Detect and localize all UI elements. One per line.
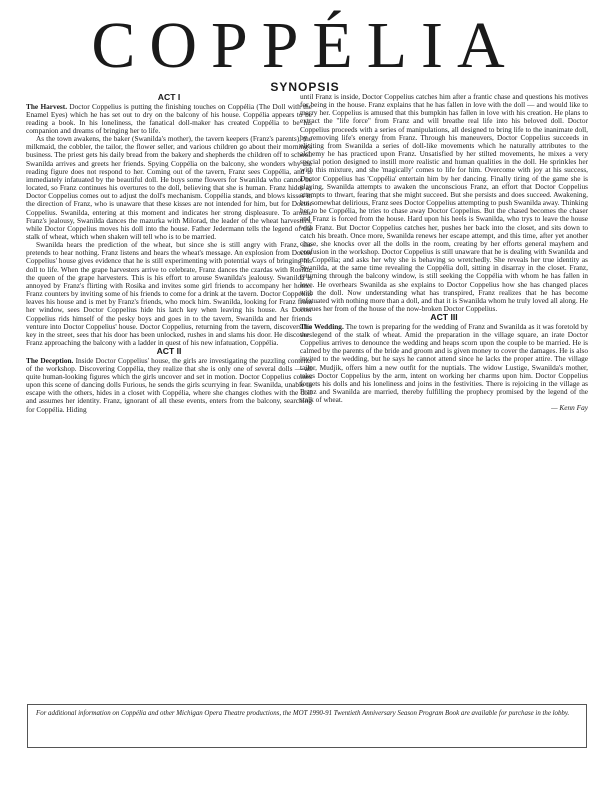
act-3-heading: ACT III (430, 312, 458, 323)
act-2-text-1a: Inside Doctor Coppelius' house, the girls are investigating the puzzling contents of the workshop. Discovering Coppélia, they realize that she is only one of several dolls — all quite human-looking figures which the girls uncover and set in motion. Doctor Coppelius comes upon this scene of dancing dolls Furious, he sends the girls scurrying in fear. Swanilda, unable to escape with the others, hides in a closet with Coppélia, where she changes clothes with the doll and assumes her identity. Franz, ignorant of all these events, enters from the balcony, searching for Coppélia. Hiding (26, 355, 312, 414)
act-3-text-1: The town is preparing for the wedding of Franz and Swanilda as it was foretold by the legend of the stalk of wheat. Amid the preparation in the village square, an irate Doctor Coppelius arrives to denounce the wedding and heaps scorn upon the couple to be married. He is calmed by the parents of the bride and groom and is given money to cover the damages. He is also invited to the wedding, but he says he cannot attend since he lacks the proper attire. The village tailor, Mudjik, offers him a new outfit for the nuptials. The widow Lustige, Swanilda's mother, takes Doctor Coppelius by the arm, intent on working her charms upon him. Doctor Coppelius forgets his dolls and his loneliness and joins in the festivities. There is rejoicing in the village as Franz and Swanilda are married, thereby fulfilling the prophecy promised by the legend of the stalk of wheat. (300, 321, 588, 405)
act-2-paragraph-1 (26, 357, 312, 414)
act-1-paragraph-2: As the town awakens, the baker (Swanilda's mother), the tavern keepers (Franz's parents), the milkmaid, the cobbler, the tailor, the flower seller, and various children go about their morning's business. The priest gets his daily bread from the bakery and shepherds the children off to school. Swanilda arrives and greets her friends. Spying Coppélia on the balcony, she wonders why the reading figure does not respond to her. Coming out of the tavern, Franz sees Coppélia, and is immediately infatuated by the beautiful doll. He buys some flowers for Swanilda who cannot be located, so Franz continues his overtures to the doll, believing that she is human. Franz hides as Doctor Coppelius comes out to adjust the doll's mechanism. Coppélia stands, and blows kisses in the direction of Franz, who is unaware that these kisses are not intended for him, but for Doctor Coppelius. Swanilda, entering at this moment and indicates her strong displeasure. To arouse Franz's jealousy, Swanilda dances the mazurka with Milorad, the leader of the wheat harvesters, while Doctor Coppelius moves his doll into the house. Father Jedermann tells the legend of the stalk of wheat, which when shaken will tell who is to be married. (26, 134, 312, 241)
synopsis-heading: SYNOPSIS (270, 80, 340, 94)
act-2-paragraph-1-continued: until Franz is inside, Doctor Coppelius catches him after a frantic chase and questions his motives for being in the house. Franz explains that he has fallen in love with the doll — and would like to marry her. Coppelius is amused that this bumpkin has fallen in love with his creation. He plans to extract the "life force" from Franz and will breathe real life into his beloved doll. Doctor Coppelius proceeds with a series of manipulations, all designed to bring life to the inanimate doll, by removing life's energy from Franz. Through his maneuvers, Doctor Coppelius succeeds in eliciting from Swanilda a series of doll-like movements which he naturally attributes to the alchemy he has practiced upon Franz. Unsatisfied by her stilted movements, he mixes a very special potion designed to instill more realistic and human qualities in the doll. He sprinkles her with this mixture, and she 'magically' comes to life for him. Overcome with joy at his success, Doctor Coppelius has 'Coppélia' entertain him by her dancing. Finally tiring of the game she is playing, Swanilda attempts to awaken the unconscious Franz, an effort that Doctor Coppelius attempts to thwart, fearing that she might succeed. But she persists and does succeed. Awakening, but somewhat delirious, Franz sees Doctor Coppelius attempting to push Swanilda away. Thinking her to be Coppélia, he tries to chase away Doctor Coppelius. But the chased becomes the chaser and Franz is forced from the house. Hard upon his heels is Swanilda, who trys to leave the house with Franz. But Doctor Coppelius catches her, pushes her back into the closet, and sits down to catch his breath. Once more, Swanilda renews her escape attempt, and this time, after yet another chase, she knocks over all the dolls in the room, creating by her efforts general mayhem and confusion in the workshop. Doctor Coppelius is still unaware that he is dealing with Swanilda and not Coppélia; and asks her why she is behaving so wretchedly. She reveals her true identity as Swanilda, at the same time revealing the Coppélia doll, sitting in disarray in the closet. Franz, returning through the balcony window, is still seeking the Coppélia with whom he has fallen in love. He overhears Swanilda as she explains to Doctor Coppelius how she has changed places with the doll. Now understanding what has transpired, Franz realizes that he has become infatuated with nothing more than a doll, and that it is Swanilda whom he truly loved all along. He rescues her from of the house of the now-broken Doctor Coppelius. (300, 92, 588, 314)
act-1-paragraph-1 (26, 103, 312, 136)
act-2-heading: ACT II (156, 346, 182, 357)
act-1-text-1: Doctor Coppelius is putting the finishing touches on Coppélia (The Doll with the Enamel Eyes) which he has set out to dry on the balcony of his house. Coppélia appears to be reading a book. In his loneliness, the fanatical doll-maker has created Coppélia to be his companion and dreams of bringing her to life. (26, 101, 312, 135)
act-2-lead: The Deception. (26, 355, 74, 365)
footnote-box: For additional information on Coppélia and other Michigan Opera Theatre productions, the MOT 1990-91 Twentieth Anniversary Season Program Book are available for purchase in the lobby. (27, 704, 587, 748)
left-column (26, 93, 312, 414)
act-1-paragraph-3: Swanilda hears the prediction of the wheat, but since she is still angry with Franz, she pretends to hear nothing. Franz listens and hears the wheat's message. An explosion from Doctor Coppelius' house gives evidence that he is still experimenting with potential ways of bringing his doll to life. When the grape harvesters arrive to celebrate, Franz dances the czardas with Rosika, the queen of the grape harvesters. This is his effort to arouse Swanilda's jealousy. Swanilda is annoyed by Franz's flirting with Rosika and invites some girl friends to accompany her home. Franz counters by inviting some of his friends to come for a drink at the tavern. Doctor Coppelius leaves his house and is met by Franz's friends, who mock him. Swanilda, looking for Franz from her window, sees Doctor Coppelius hide his latch key when leaving his house. As Doctor Coppelius rids himself of the pesky boys and goes in to the tavern, Swanilda and her friends venture into Doctor Coppelius' house. Doctor Coppelius, returning from the tavern, discovers his key in the street, sees that his door has been unlocked, rushes in and slams his door. He discovers Franz approaching the balcony with a ladder in quest of his new infatuation, Coppélia. (26, 240, 312, 348)
act-1-lead: The Harvest. (26, 101, 68, 111)
author-byline: — Kenn Fay (551, 403, 588, 413)
right-column (300, 93, 588, 412)
act-3-lead: The Wedding. (300, 321, 344, 331)
act-1-heading: ACT I (157, 92, 181, 102)
act-3-paragraph-1 (300, 323, 588, 405)
page-title: COPPÉLIA (91, 9, 519, 82)
